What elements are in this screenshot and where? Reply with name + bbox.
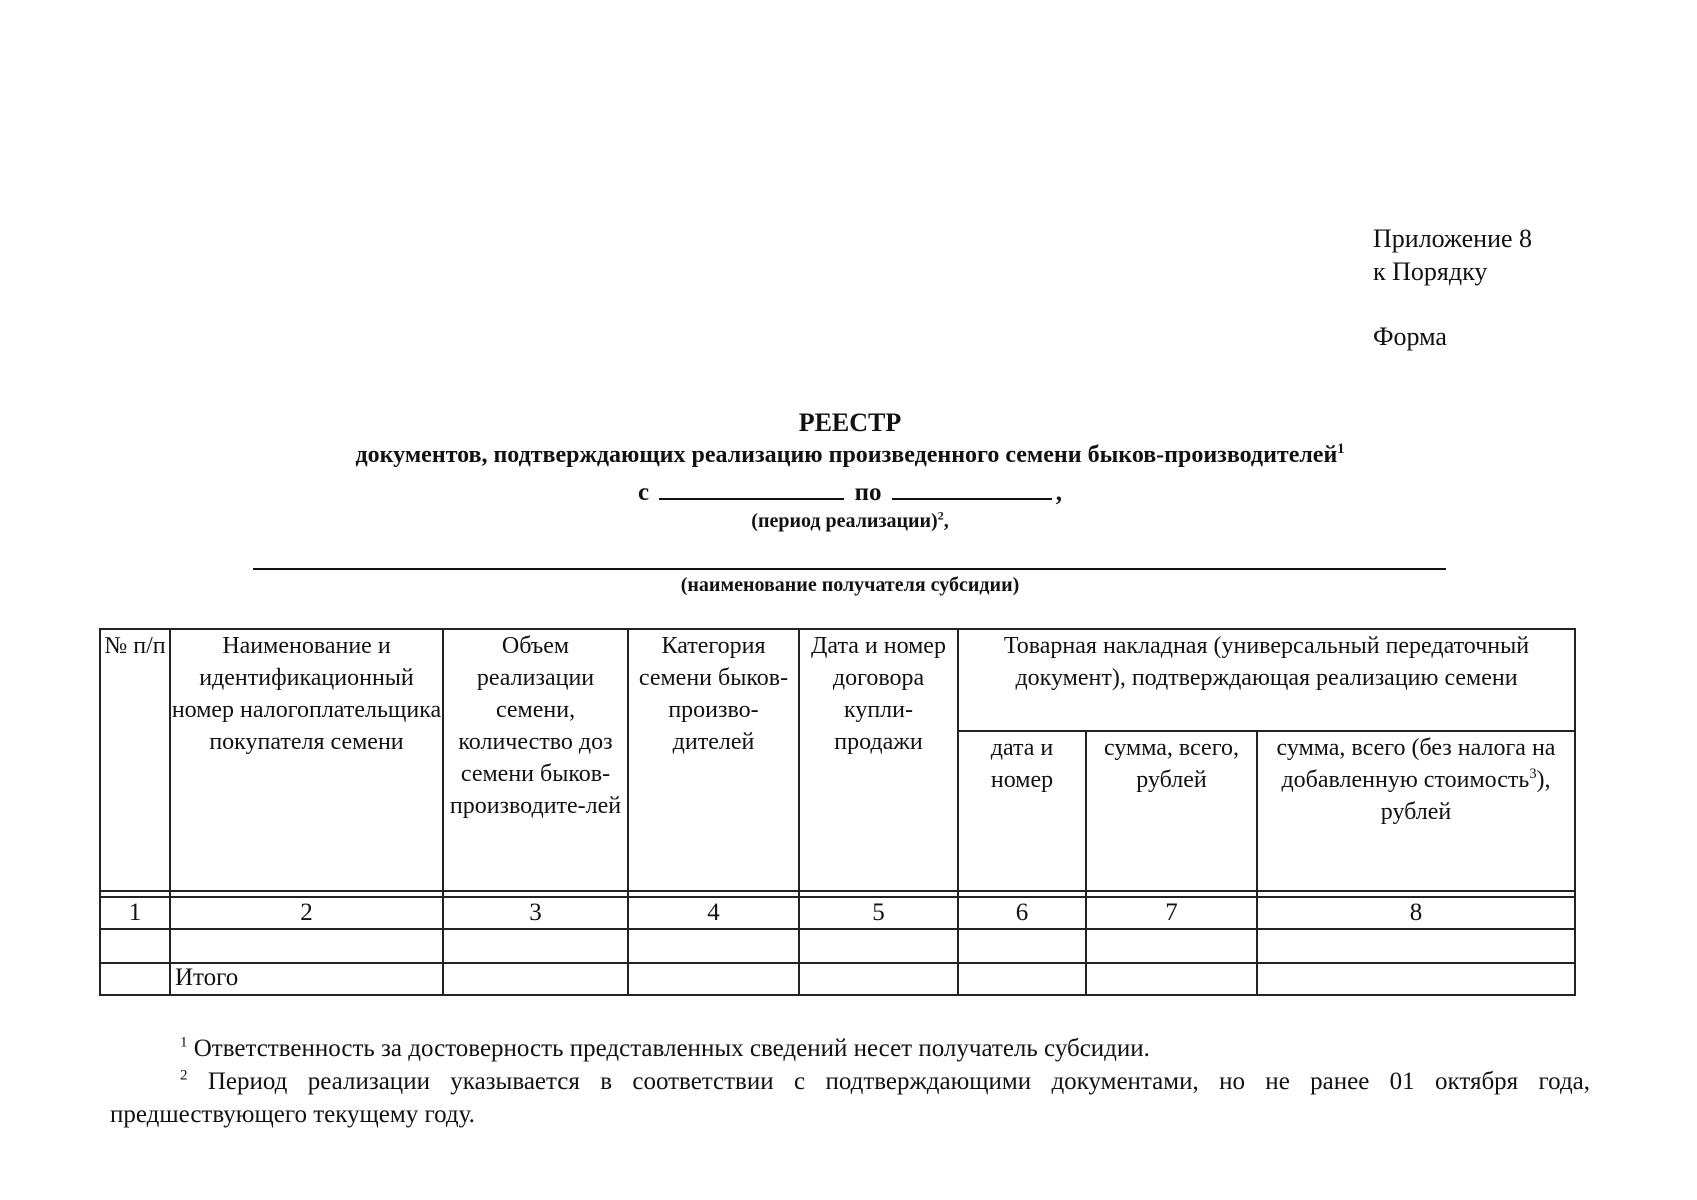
col-header-contract: Дата и номер договора купли-продажи [811, 633, 946, 755]
total-row-label: Итого [175, 964, 239, 991]
col-header-category: Категория семени быков-произво-дителей [638, 633, 789, 755]
period-from-label: с [637, 479, 650, 506]
footnote-mark-2: 2 [937, 508, 944, 523]
footnote-mark-1: 1 [1337, 441, 1345, 457]
col-number-3: 3 [529, 899, 542, 926]
col-number-5: 5 [872, 899, 885, 926]
registry-table [99, 628, 1576, 996]
period-end-comma: , [1055, 479, 1062, 506]
col-number-1: 1 [128, 899, 142, 926]
col-header-invoice-group: Товарная накладная (универсальный передаточный документ), подтверждающая реализацию семени [1003, 633, 1530, 691]
table-data-row[interactable] [101, 930, 1574, 962]
subtitle-text: документов, подтверждающих реализацию произведенного семени быков-производителей [355, 442, 1338, 468]
footnote-2-text: Период реализации указывается в соответствии с подтверждающими документами, но не ранее 01 октября года, предшествующего текущему году. [110, 1068, 1591, 1128]
table-border-bottom [99, 994, 1576, 996]
appendix-number: Приложение 8 [1373, 224, 1533, 253]
period-caption-comma: , [943, 510, 949, 532]
col-number-2: 2 [300, 899, 313, 926]
footnote-1-mark: 1 [180, 1034, 188, 1051]
document-title: РЕЕСТР [798, 408, 902, 437]
col-header-invoice-sum-no-vat [1258, 732, 1574, 828]
table-border-right [1574, 628, 1576, 996]
data-row-bottom-line [99, 962, 1576, 964]
period-line [150, 476, 1550, 507]
sum-no-vat-text: сумма, всего (без налога на добавленную стоимость [1276, 735, 1556, 793]
sum-no-vat-suffix: ), рублей [1380, 767, 1551, 825]
period-from-blank[interactable] [659, 476, 844, 500]
col-header-invoice-date: дата и номер [990, 735, 1054, 793]
period-to-blank[interactable] [892, 476, 1052, 500]
footnote-1-text: Ответственность за достоверность представленных сведений несет получатель субсидии. [193, 1035, 1150, 1062]
col-header-volume: Объем реализации семени, количество доз семени быков-производите-лей [449, 633, 622, 819]
appendix-reference: к Порядку [1373, 257, 1488, 286]
recipient-name-blank[interactable] [253, 568, 1446, 570]
col-header-buyer: Наименование и идентификационный номер налогоплательщика покупателя семени [171, 633, 442, 755]
period-to-label: по [854, 479, 882, 506]
footnote-mark-3: 3 [1529, 766, 1537, 782]
col-number-7: 7 [1165, 899, 1178, 926]
document-subtitle [150, 442, 1550, 469]
period-caption-text: (период реализации) [751, 510, 938, 532]
period-caption [150, 510, 1550, 533]
header-bottom-line [99, 890, 1576, 892]
col-header-number: № п/п [104, 633, 166, 659]
col-number-4: 4 [707, 899, 720, 926]
footnote-2 [110, 1065, 1590, 1131]
footnote-1 [110, 1032, 1590, 1065]
recipient-caption: (наименование получателя субсидии) [680, 574, 1020, 596]
form-label: Форма [1373, 322, 1447, 351]
col-header-invoice-sum: сумма, всего, рублей [1104, 735, 1239, 793]
footnote-2-mark: 2 [180, 1067, 188, 1084]
col-number-8: 8 [1409, 899, 1423, 926]
appendix-header [1373, 222, 1532, 353]
col-number-6: 6 [1015, 899, 1029, 926]
